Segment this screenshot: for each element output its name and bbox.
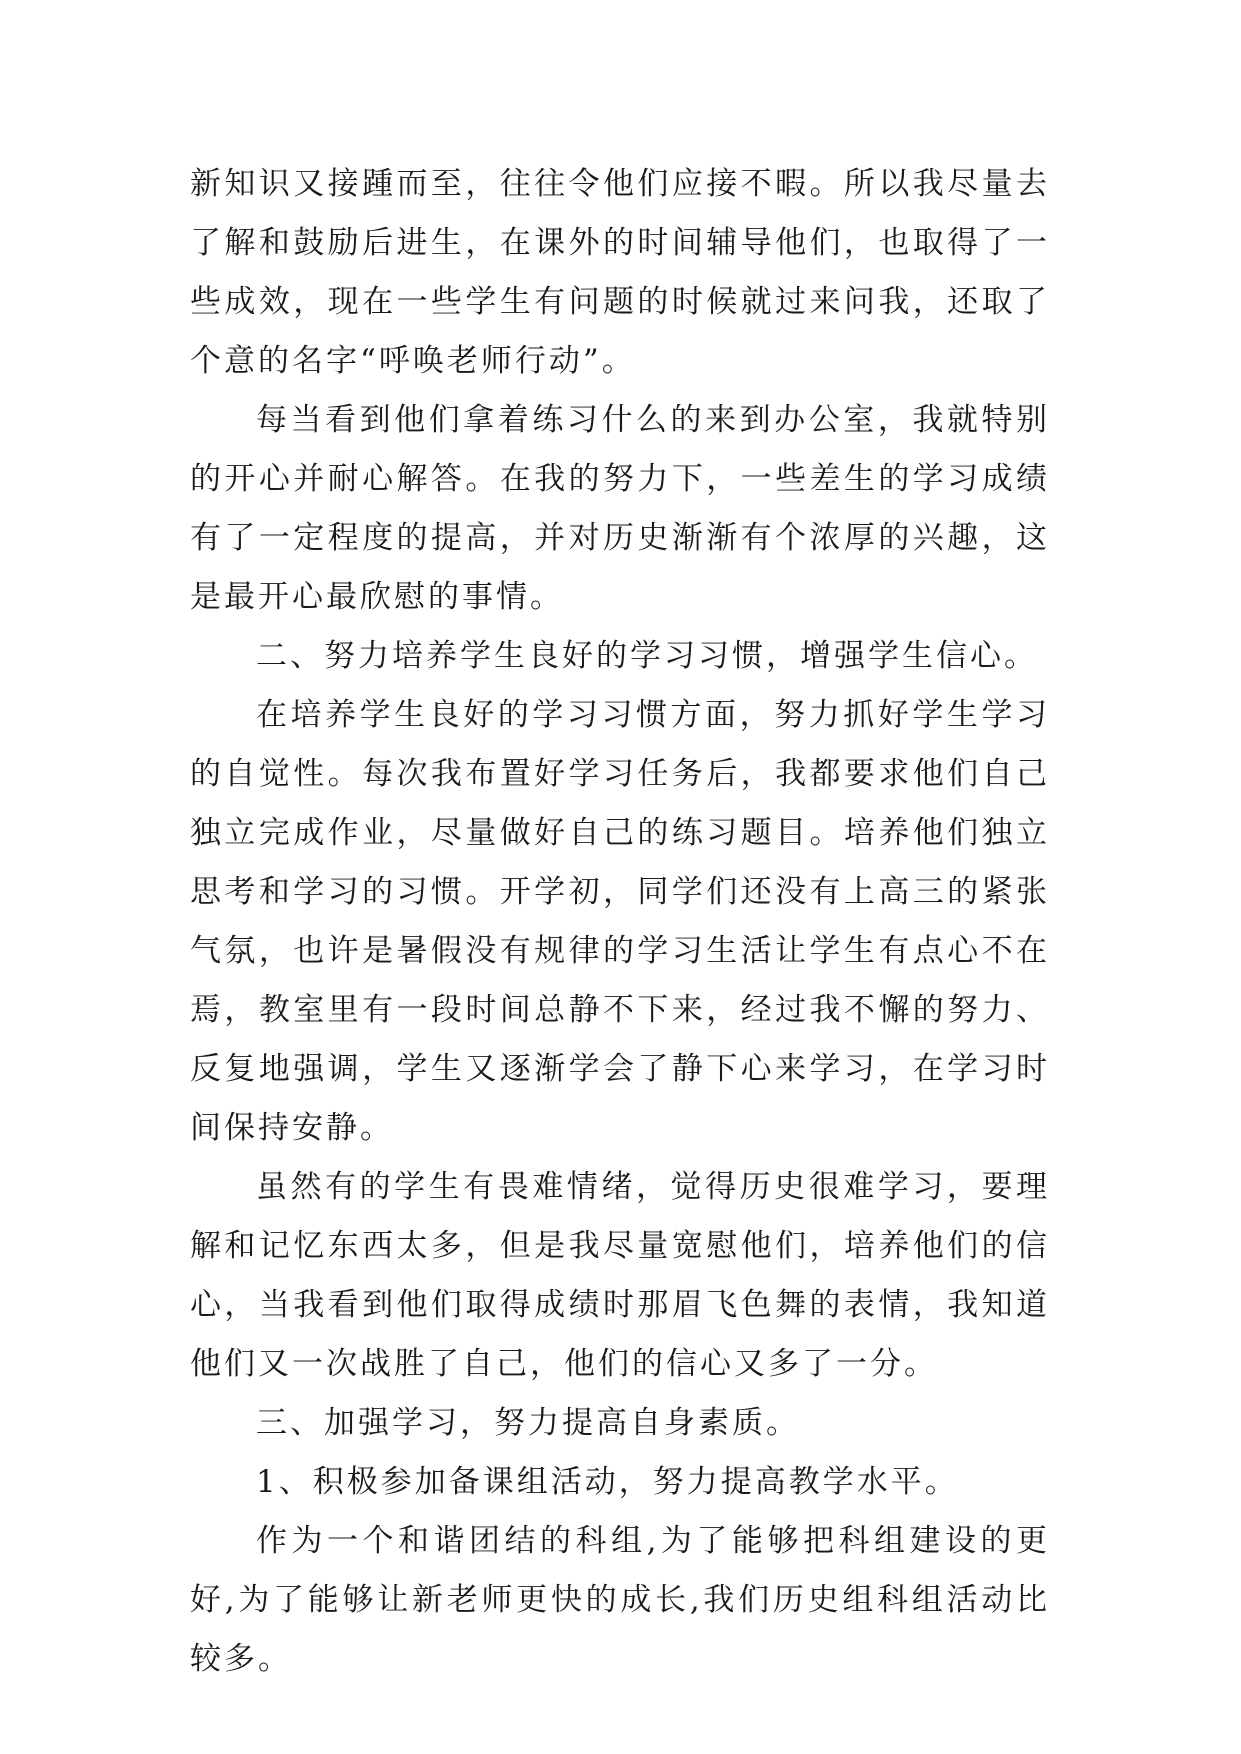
paragraph-4: 在培养学生良好的学习习惯方面，努力抓好学生学习的自觉性。每次我布置好学习任务后，我都要求他们自己独立完成作业，尽量做好自己的练习题目。培养他们独立思考和学习的习惯。开学初，同学们还没有上高三的紧张气氛，也许是暑假没有规律的学习生活让学生有点心不在焉，教室里有一段时间总静不下来，经过我不懈的努力、反复地强调，学生又逐渐学会了静下心来学习，在学习时间保持安静。 [190,697,1050,1146]
subsection-heading-1: 1、积极参加备课组活动，努力提高教学水平。 [256,1464,959,1500]
paragraph-2: 每当看到他们拿着练习什么的来到办公室，我就特别的开心并耐心解答。在我的努力下，一些差生的学习成绩有了一定程度的提高，并对历史渐渐有个浓厚的兴趣，这是最开心最欣慰的事情。 [190,402,1050,615]
section-heading-2: 二、努力培养学生良好的学习习惯，增强学生信心。 [256,638,1038,674]
document-body [190,155,1050,1689]
section-heading-3: 三、加强学习，努力提高自身素质。 [256,1405,800,1441]
paragraph-5: 虽然有的学生有畏难情绪，觉得历史很难学习，要理解和记忆东西太多，但是我尽量宽慰他们，培养他们的信心，当我看到他们取得成绩时那眉飞色舞的表情，我知道他们又一次战胜了自己，他们的信心又多了一分。 [190,1169,1050,1382]
paragraph-1: 新知识又接踵而至，往往令他们应接不暇。所以我尽量去了解和鼓励后进生，在课外的时间辅导他们，也取得了一些成效，现在一些学生有问题的时候就过来问我，还取了个意的名字“呼唤老师行动”。 [190,166,1050,379]
paragraph-8: 作为一个和谐团结的科组,为了能够把科组建设的更好,为了能够让新老师更快的成长,我们历史组科组活动比较多。 [190,1523,1050,1677]
